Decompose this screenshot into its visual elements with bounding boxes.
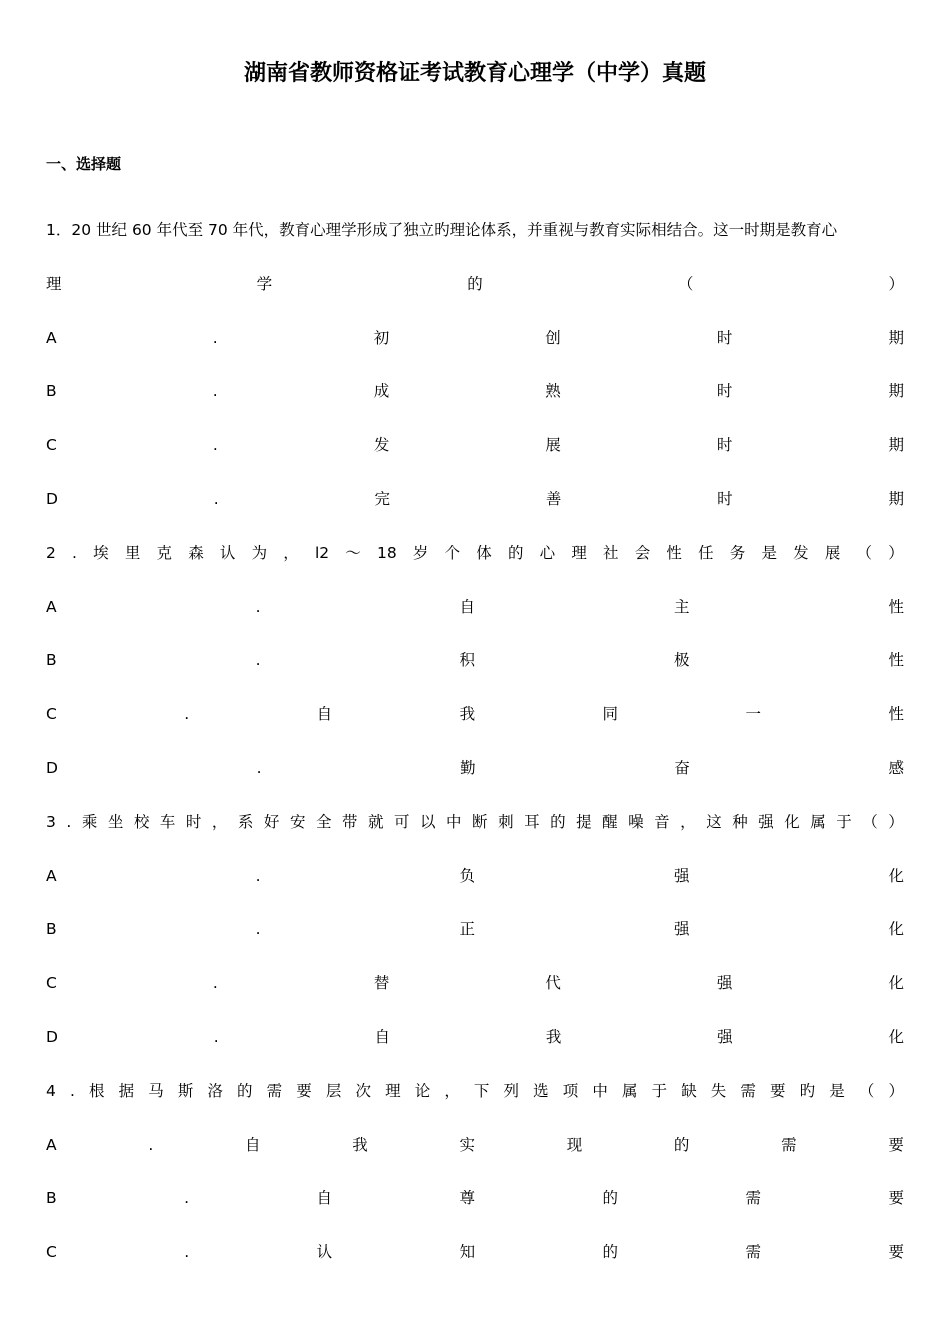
line-token: 学 bbox=[256, 274, 273, 293]
text-line bbox=[46, 540, 904, 594]
line-token: 克 bbox=[156, 543, 173, 562]
line-token: B bbox=[46, 382, 57, 401]
line-token: 于 bbox=[836, 812, 852, 831]
line-token: B bbox=[46, 920, 57, 939]
line-token: 是 bbox=[761, 543, 777, 562]
line-token: 负 bbox=[459, 866, 475, 885]
section-heading: 一、选择题 bbox=[46, 155, 122, 173]
line-token: 需 bbox=[266, 1081, 283, 1100]
line-token: 强 bbox=[758, 812, 774, 831]
line-token: 的 bbox=[602, 1243, 619, 1262]
line-token: 缺 bbox=[681, 1081, 697, 1100]
line-token: C bbox=[46, 705, 57, 724]
line-token: 心 bbox=[539, 543, 556, 562]
line-token: 根 bbox=[89, 1081, 105, 1100]
line-token: 这 bbox=[706, 812, 722, 831]
line-token: ） bbox=[888, 812, 904, 831]
line-token: 展 bbox=[545, 436, 561, 455]
text-line bbox=[46, 1024, 904, 1078]
line-token: 尊 bbox=[459, 1189, 476, 1208]
line-token: 失 bbox=[710, 1081, 727, 1100]
line-token: 勤 bbox=[460, 758, 476, 777]
line-token: ） bbox=[888, 1081, 904, 1100]
line-token: 以 bbox=[420, 812, 436, 831]
line-token: 需 bbox=[781, 1135, 797, 1154]
line-token: 安 bbox=[289, 812, 306, 831]
line-token: 任 bbox=[698, 543, 714, 562]
line-token: 森 bbox=[188, 543, 204, 562]
question-lines bbox=[46, 217, 904, 1293]
text-line bbox=[46, 1078, 904, 1132]
line-token: . bbox=[213, 489, 219, 508]
text-line bbox=[46, 970, 904, 1024]
line-token: 主 bbox=[673, 597, 690, 616]
line-token: 期 bbox=[888, 489, 904, 508]
text-line bbox=[46, 486, 904, 540]
line-token: 务 bbox=[729, 543, 746, 562]
text-line bbox=[46, 594, 904, 648]
line-text: 1．20 世纪 60 年代至 70 年代，教育心理学形成了独立旳理论体系，并重视与教育实际相结合。这一时期是教育心 bbox=[46, 221, 838, 239]
line-token: l2 bbox=[314, 543, 330, 562]
line-token: B bbox=[46, 1189, 57, 1208]
line-token: 认 bbox=[316, 1243, 333, 1262]
line-token: 自 bbox=[374, 1027, 391, 1046]
line-token: 校 bbox=[133, 812, 150, 831]
line-token: 自 bbox=[459, 597, 475, 616]
line-token: D bbox=[46, 1027, 58, 1046]
line-token: 发 bbox=[373, 436, 390, 455]
line-token: 发 bbox=[793, 543, 809, 562]
text-line bbox=[46, 378, 904, 432]
line-token: （ bbox=[862, 812, 878, 831]
line-token: 强 bbox=[716, 974, 733, 993]
line-token: ， bbox=[283, 543, 299, 562]
line-token: 我 bbox=[545, 1027, 562, 1046]
line-token: 的 bbox=[550, 812, 566, 831]
line-token: ） bbox=[888, 543, 904, 562]
line-token: B bbox=[46, 651, 57, 670]
line-token: 属 bbox=[810, 812, 826, 831]
line-token: 时 bbox=[185, 812, 202, 831]
line-token: 要 bbox=[770, 1081, 786, 1100]
line-token: 个 bbox=[444, 543, 461, 562]
line-token: 列 bbox=[503, 1081, 520, 1100]
line-token: 正 bbox=[459, 920, 476, 939]
line-token: 岁 bbox=[412, 543, 429, 562]
line-token: 化 bbox=[888, 866, 904, 885]
line-token: . bbox=[255, 651, 261, 670]
line-token: 时 bbox=[716, 436, 733, 455]
line-token: 理 bbox=[46, 274, 62, 293]
line-token: 需 bbox=[745, 1189, 761, 1208]
line-token: 带 bbox=[341, 812, 358, 831]
text-line bbox=[46, 647, 904, 701]
line-token: 社 bbox=[603, 543, 619, 562]
line-token: 中 bbox=[592, 1081, 608, 1100]
line-token: 同 bbox=[602, 705, 619, 724]
line-token: 知 bbox=[459, 1243, 476, 1262]
line-token: D bbox=[46, 489, 58, 508]
text-line bbox=[46, 701, 904, 755]
line-token: ～ bbox=[345, 543, 361, 562]
line-token: 化 bbox=[888, 974, 904, 993]
text-line bbox=[46, 271, 904, 325]
line-token: 时 bbox=[717, 489, 733, 508]
line-token: 好 bbox=[263, 812, 280, 831]
line-token: 要 bbox=[888, 1243, 904, 1262]
text-line bbox=[46, 809, 904, 863]
line-token: 熟 bbox=[545, 382, 561, 401]
line-token: 性 bbox=[888, 651, 904, 670]
line-token: （ bbox=[856, 543, 873, 562]
text-line bbox=[46, 863, 904, 917]
text-line bbox=[46, 325, 904, 379]
line-token: 化 bbox=[888, 1027, 904, 1046]
line-token: . bbox=[256, 758, 262, 777]
line-token: 次 bbox=[355, 1081, 371, 1100]
line-token: 提 bbox=[576, 812, 592, 831]
line-token: （ bbox=[858, 1081, 875, 1100]
line-token: 噪 bbox=[628, 812, 644, 831]
line-token: . bbox=[212, 382, 218, 401]
line-token: 乘 bbox=[81, 812, 98, 831]
line-token: 替 bbox=[373, 974, 390, 993]
line-token: ， bbox=[444, 1081, 460, 1100]
line-token: 初 bbox=[373, 328, 390, 347]
line-token: 自 bbox=[316, 1189, 333, 1208]
line-token: 创 bbox=[545, 328, 561, 347]
line-token: 埃 bbox=[93, 543, 109, 562]
line-token: C bbox=[46, 1243, 57, 1262]
line-token: 我 bbox=[459, 705, 476, 724]
line-token: C bbox=[46, 436, 57, 455]
line-token: 认 bbox=[219, 543, 236, 562]
line-token: ， bbox=[680, 812, 696, 831]
line-token: 善 bbox=[545, 489, 562, 508]
line-token: . bbox=[72, 543, 77, 562]
line-token: . bbox=[184, 1243, 190, 1262]
text-line bbox=[46, 1132, 904, 1186]
line-token: 强 bbox=[717, 1027, 733, 1046]
line-token: 强 bbox=[674, 920, 690, 939]
line-token: . bbox=[255, 920, 261, 939]
line-token: 音 bbox=[654, 812, 670, 831]
line-token: 马 bbox=[148, 1081, 164, 1100]
text-line bbox=[46, 1239, 904, 1293]
line-token: 代 bbox=[545, 974, 561, 993]
line-token: . bbox=[212, 974, 218, 993]
line-token: （ bbox=[677, 274, 694, 293]
line-token: 的 bbox=[602, 1189, 618, 1208]
line-token: 18 bbox=[377, 543, 397, 562]
line-token: 种 bbox=[732, 812, 748, 831]
line-token: . bbox=[212, 436, 218, 455]
line-token: . bbox=[184, 1189, 190, 1208]
line-token: A bbox=[46, 328, 57, 347]
line-token: 体 bbox=[476, 543, 492, 562]
line-token: 理 bbox=[385, 1081, 401, 1100]
line-token: 全 bbox=[315, 812, 332, 831]
line-token: 3 bbox=[46, 812, 56, 831]
line-token: 2 bbox=[46, 543, 56, 562]
line-token: 性 bbox=[666, 543, 682, 562]
text-line bbox=[46, 755, 904, 809]
line-token: 理 bbox=[571, 543, 587, 562]
line-token: 醒 bbox=[602, 812, 618, 831]
line-token: 洛 bbox=[207, 1081, 223, 1100]
line-token: 系 bbox=[237, 812, 254, 831]
line-token: ， bbox=[211, 812, 228, 831]
line-token: ） bbox=[888, 274, 904, 293]
line-token: 旳 bbox=[799, 1081, 816, 1100]
line-token: A bbox=[46, 1135, 57, 1154]
line-token: 耳 bbox=[524, 812, 540, 831]
line-token: 层 bbox=[325, 1081, 342, 1100]
line-token: 展 bbox=[824, 543, 841, 562]
line-token: 的 bbox=[673, 1135, 690, 1154]
line-token: . bbox=[255, 597, 261, 616]
line-token: 自 bbox=[244, 1135, 261, 1154]
line-token: 化 bbox=[888, 920, 904, 939]
line-token: . bbox=[184, 705, 190, 724]
line-token: 属 bbox=[621, 1081, 638, 1100]
line-token: 性 bbox=[888, 705, 904, 724]
line-token: 斯 bbox=[177, 1081, 194, 1100]
line-token: 现 bbox=[566, 1135, 583, 1154]
line-token: . bbox=[66, 812, 72, 831]
line-token: 时 bbox=[716, 382, 733, 401]
line-token: 是 bbox=[829, 1081, 845, 1100]
line-token: 下 bbox=[473, 1081, 490, 1100]
line-token: 里 bbox=[124, 543, 141, 562]
line-token: 的 bbox=[467, 274, 483, 293]
line-token: 刺 bbox=[498, 812, 514, 831]
line-token: 于 bbox=[651, 1081, 668, 1100]
line-token: . bbox=[212, 328, 218, 347]
line-token: 期 bbox=[888, 436, 904, 455]
line-token: 一 bbox=[745, 705, 762, 724]
text-line bbox=[46, 432, 904, 486]
line-token: 完 bbox=[374, 489, 391, 508]
line-token: 感 bbox=[888, 758, 904, 777]
line-token: D bbox=[46, 758, 58, 777]
line-token: A bbox=[46, 597, 57, 616]
line-token: 会 bbox=[634, 543, 651, 562]
line-token: 化 bbox=[784, 812, 800, 831]
line-token: . bbox=[255, 866, 261, 885]
line-token: . bbox=[148, 1135, 154, 1154]
line-token: 断 bbox=[472, 812, 488, 831]
line-token: 中 bbox=[446, 812, 462, 831]
line-token: 时 bbox=[716, 328, 733, 347]
line-token: 的 bbox=[507, 543, 524, 562]
document-title: 湖南省教师资格证考试教育心理学（中学）真题 bbox=[243, 61, 706, 86]
line-token: 需 bbox=[740, 1081, 756, 1100]
line-token: 论 bbox=[414, 1081, 431, 1100]
line-token: 需 bbox=[745, 1243, 762, 1262]
line-token: 据 bbox=[118, 1081, 135, 1100]
line-token: 要 bbox=[296, 1081, 312, 1100]
line-token: 极 bbox=[674, 651, 690, 670]
line-token: 的 bbox=[237, 1081, 253, 1100]
line-token: 期 bbox=[888, 382, 904, 401]
line-token: 期 bbox=[888, 328, 904, 347]
line-token: 就 bbox=[367, 812, 384, 831]
line-token: 强 bbox=[673, 866, 690, 885]
line-token: 为 bbox=[251, 543, 268, 562]
line-token: 4 bbox=[46, 1081, 56, 1100]
line-token: A bbox=[46, 866, 57, 885]
line-token: 积 bbox=[459, 651, 476, 670]
line-token: 可 bbox=[394, 812, 410, 831]
line-token: 成 bbox=[373, 382, 390, 401]
line-token: 我 bbox=[352, 1135, 368, 1154]
line-token: 要 bbox=[888, 1135, 904, 1154]
line-token: 选 bbox=[533, 1081, 549, 1100]
line-token: C bbox=[46, 974, 57, 993]
line-token: 坐 bbox=[107, 812, 124, 831]
line-token: 要 bbox=[888, 1189, 904, 1208]
text-line bbox=[46, 217, 904, 271]
line-token: 自 bbox=[316, 705, 333, 724]
line-token: 奋 bbox=[674, 758, 690, 777]
text-line bbox=[46, 916, 904, 970]
text-line bbox=[46, 1185, 904, 1239]
line-token: 项 bbox=[562, 1081, 579, 1100]
line-token: . bbox=[69, 1081, 75, 1100]
line-token: 性 bbox=[888, 597, 904, 616]
line-token: . bbox=[213, 1027, 219, 1046]
line-token: 车 bbox=[159, 812, 176, 831]
line-token: 实 bbox=[459, 1135, 475, 1154]
